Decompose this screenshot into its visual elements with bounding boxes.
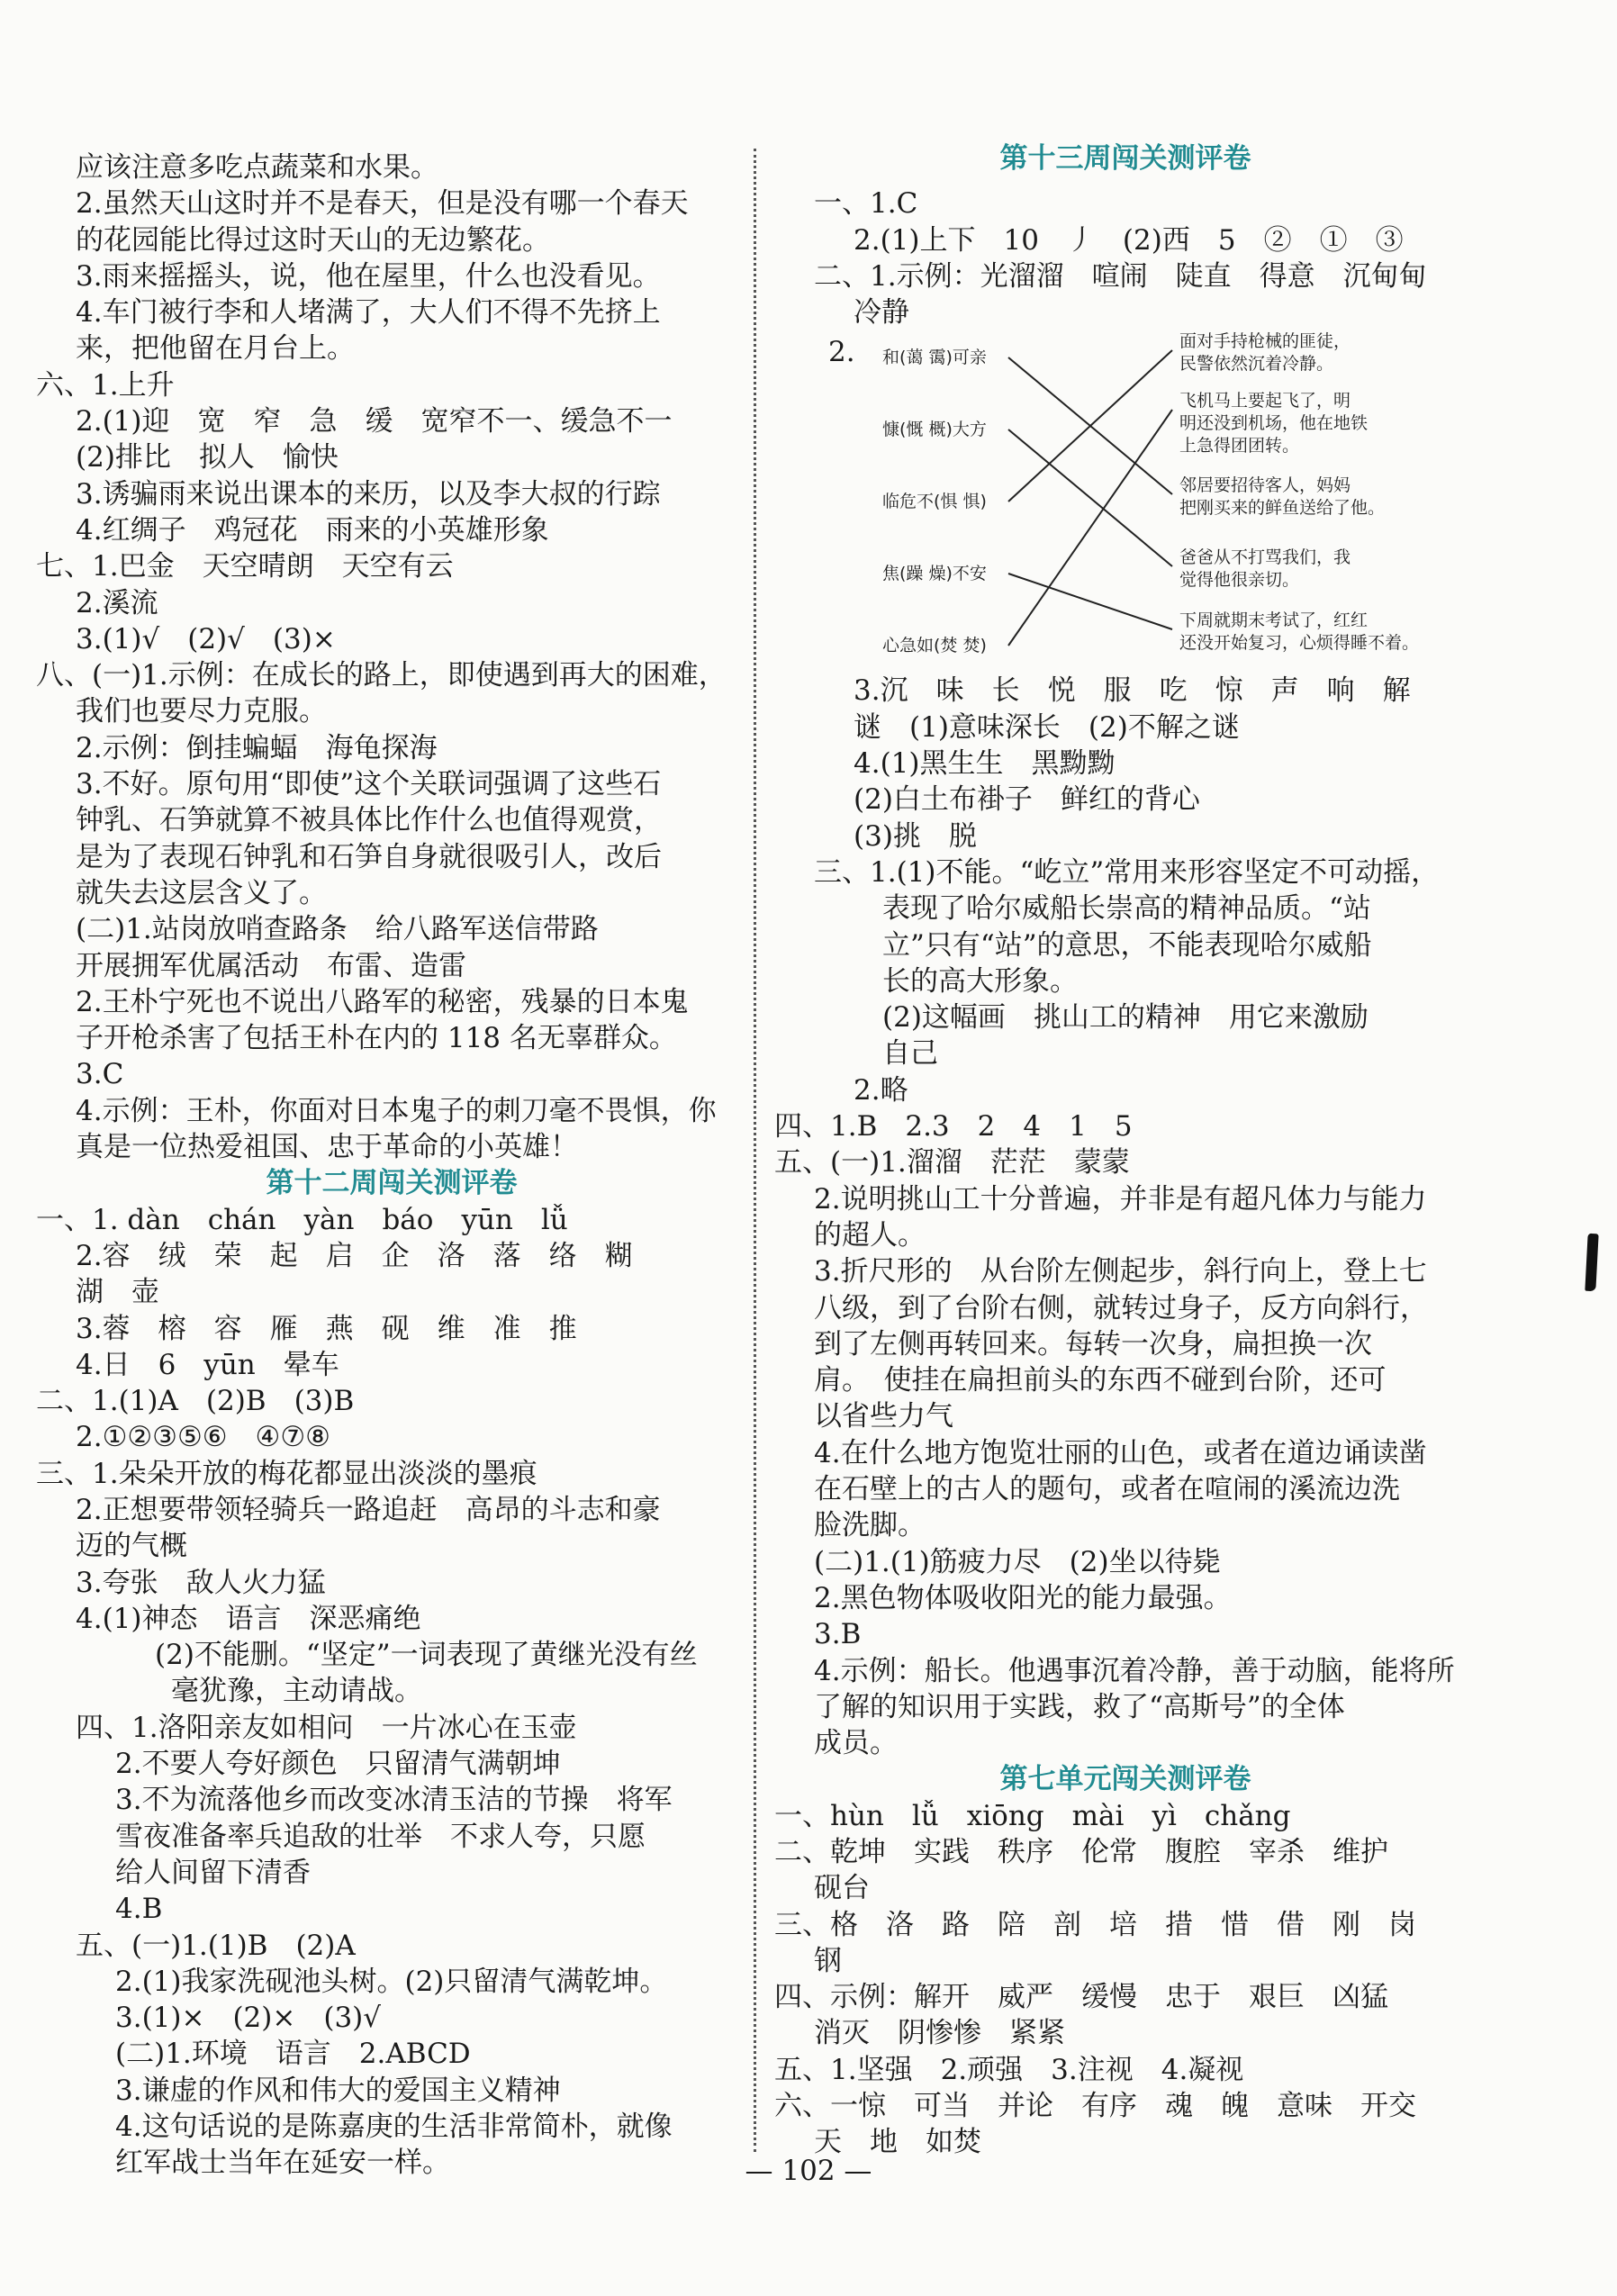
answer-line: 五、1.坚强 2.顽强 3.注视 4.凝视	[774, 2053, 1244, 2086]
match-right-item: 下周就期末考试了，红红 还没开始复习，心烦得睡不着。	[1179, 610, 1420, 654]
answer-line: 我们也要尽力克服。	[76, 695, 327, 728]
answer-line: 肩。 使挂在扁担前头的东西不碰到台阶，还可	[814, 1364, 1387, 1397]
answer-line: 3.谦虚的作风和伟大的爱国主义精神	[115, 2074, 561, 2107]
answer-line: 3.沉 味 长 悦 服 吃 惊 声 响 解	[854, 674, 1411, 708]
answer-line: 二、1.(1)A (2)B (3)B	[36, 1385, 355, 1418]
left-column	[36, 149, 747, 2182]
answer-line: 就失去这层含义了。	[76, 876, 327, 909]
answer-line: 应该注意多吃点蔬菜和水果。	[76, 151, 438, 184]
matching-number: 2.	[828, 336, 855, 369]
section-title: 第十二周闯关测评卷	[266, 1167, 518, 1200]
answer-line: 2.示例：倒挂蝙蝠 海龟探海	[76, 731, 438, 764]
answer-line: 四、示例：解开 威严 缓慢 忠于 艰巨 凶猛	[774, 1981, 1388, 2014]
answer-line: 2.正想要带领轻骑兵一路追赶 高昂的斗志和豪	[76, 1493, 661, 1526]
answer-line: (2)不能删。“坚定”一词表现了黄继光没有丝	[155, 1639, 698, 1672]
answer-line: 2.溪流	[76, 586, 158, 619]
answer-line: (二)1.站岗放哨查路条 给八路军送信带路	[76, 913, 599, 946]
answer-line: 八、(一)1.示例：在成长的路上，即使遇到再大的困难，	[36, 659, 727, 692]
answer-line: 4.(1)神态 语言 深恶痛绝	[76, 1602, 421, 1635]
answer-line: 2.容 绒 荣 起 启 企 洛 落 络 糊	[76, 1239, 633, 1272]
answer-line: 开展拥军优属活动 布雷、造雷	[76, 949, 466, 982]
answer-line: 三、格 洛 路 陪 剖 培 措 惜 借 刚 岗	[774, 1908, 1416, 1941]
answer-line: 4.示例：王朴，你面对日本鬼子的刺刀毫不畏惧，你	[76, 1094, 717, 1127]
match-line	[1008, 350, 1172, 502]
answer-line: 2.略	[854, 1073, 908, 1107]
answer-line: 五、(一)1.(1)B (2)A	[76, 1929, 356, 1962]
answer-line: 3.折尺形的 从台阶左侧起步，斜行向上，登上七	[814, 1255, 1427, 1288]
answer-line: 二、1.示例：光溜溜 喧闹 陡直 得意 沉甸甸	[814, 259, 1427, 293]
answer-line: 4.红绸子 鸡冠花 雨来的小英雄形象	[76, 513, 549, 547]
answer-line: 钟乳、石笋就算不被具体比作什么也值得观赏，	[76, 804, 662, 837]
answer-line: 了解的知识用于实践，救了“高斯号”的全体	[814, 1690, 1345, 1723]
answer-line: 的花园能比得过这时天山的无边繁花。	[76, 223, 550, 257]
answer-line: 4.示例：船长。他遇事沉着冷静，善于动脑，能将所	[814, 1654, 1455, 1687]
match-right-item: 面对手持枪械的匪徒， 民警依然沉着冷静。	[1179, 331, 1351, 375]
answer-line: 三、1.(1)不能。“屹立”常用来形容坚定不可动摇，	[814, 855, 1440, 889]
answer-line: 砚台	[814, 1872, 870, 1905]
answer-line: 毫犹豫，主动请战。	[171, 1675, 422, 1708]
answer-line: 4.车门被行李和人堵满了，大人们不得不先挤上	[76, 296, 661, 330]
match-right-item: 飞机马上要起飞了，明 明还没到机场，他在地铁 上急得团团转。	[1179, 391, 1369, 456]
answer-line: 来，把他留在月台上。	[76, 332, 355, 366]
match-left-item: 焦(躁 燥)不安	[882, 564, 987, 584]
answer-line: (3)挑 脱	[854, 819, 977, 853]
answer-line: 一、hùn lǚ xiōng mài yì chǎng	[774, 1799, 1291, 1832]
answer-line: 表现了哈尔威船长崇高的精神品质。“站	[882, 892, 1371, 926]
answer-line: 五、(一)1.溜溜 茫茫 蒙蒙	[774, 1146, 1130, 1180]
left-column-lines	[36, 149, 747, 2182]
answer-line: 4.(1)黑生生 黑黝黝	[854, 747, 1116, 781]
answer-line: 3.夸张 敌人火力猛	[76, 1566, 326, 1599]
answer-line: 自己	[882, 1037, 938, 1071]
answer-line: 4.这句话说的是陈嘉庚的生活非常简朴，就像	[115, 2111, 673, 2144]
answer-line: 3.C	[76, 1058, 124, 1091]
answer-line: 的超人。	[814, 1218, 926, 1252]
answer-line: 成员。	[814, 1727, 898, 1760]
answer-line: 给人间留下清香	[115, 1856, 311, 1889]
answer-line: 消灭 阴惨惨 紧紧	[814, 2017, 1065, 2050]
match-line	[1008, 574, 1172, 629]
answer-line: 脸洗脚。	[814, 1509, 926, 1542]
answer-line: 到了左侧再转回来。每转一次身，扁担换一次	[814, 1327, 1372, 1360]
right-column	[774, 142, 1477, 2161]
answer-line: (2)排比 拟人 愉快	[76, 441, 339, 475]
answer-line: 2.(1)我家洗砚池头树。(2)只留清气满乾坤。	[115, 1965, 668, 1998]
answer-line: 四、1.B 2.3 2 4 1 5	[774, 1110, 1133, 1143]
answer-line: 子开枪杀害了包括王朴在内的 118 名无辜群众。	[76, 1022, 677, 1055]
answer-line: 天 地 如焚	[814, 2126, 981, 2159]
answer-line: 冷静	[854, 296, 909, 330]
answer-line: 红军战士当年在延安一样。	[115, 2147, 450, 2180]
answer-line: 2.(1)迎 宽 窄 急 缓 宽窄不一、缓急不一	[76, 405, 673, 438]
answer-line: 三、1.朵朵开放的梅花都显出淡淡的墨痕	[36, 1457, 537, 1490]
answer-line: 六、1.上升	[36, 368, 175, 402]
answer-line: 湖 壶	[76, 1276, 159, 1309]
answer-line: 雪夜准备率兵追敌的壮举 不求人夸，只愿	[115, 1820, 646, 1853]
answer-line: 四、1.洛阳亲友如相问 一片冰心在玉壶	[76, 1711, 577, 1744]
answer-line: 4.日 6 yūn 晕车	[76, 1348, 339, 1381]
answer-line: (2)白土布褂子 鲜红的背心	[854, 783, 1200, 817]
match-line	[1008, 410, 1172, 646]
answer-line: 3.诱骗雨来说出课本的来历，以及李大叔的行踪	[76, 477, 661, 511]
answer-line: 3.(1)√ (2)√ (3)×	[76, 622, 336, 655]
match-left-item: 慷(慨 概)大方	[882, 420, 987, 440]
answer-line: 钢	[814, 1944, 842, 1977]
answer-line: 长的高大形象。	[882, 964, 1078, 998]
answer-line: 真是一位热爱祖国、忠于革命的小英雄！	[76, 1131, 578, 1164]
answer-line: (二)1.环境 语言 2.ABCD	[115, 2038, 471, 2071]
answer-line: 2.王朴宁死也不说出八路军的秘密，残暴的日本鬼	[76, 985, 689, 1018]
answer-line: 3.雨来摇摇头，说，他在屋里，什么也没看见。	[76, 259, 661, 293]
answer-line: 2.说明挑山工十分普遍，并非是有超凡体力与能力	[814, 1182, 1427, 1216]
answer-line: 是为了表现石钟乳和石笋自身就很吸引人，改后	[76, 840, 662, 873]
answer-line: 迈的气概	[76, 1530, 187, 1563]
answer-line: 4.B	[115, 1893, 163, 1926]
section-title: 第十三周闯关测评卷	[999, 142, 1251, 175]
answer-line: 3.B	[814, 1618, 862, 1651]
answer-line: 2.(1)上下 10 丿 (2)西 5 ② ① ③	[854, 223, 1404, 257]
answer-line: 以省些力气	[814, 1400, 953, 1433]
answer-line: (2)这幅画 挑山工的精神 用它来激励	[882, 1001, 1369, 1035]
answer-line: 3.不好。原句用“即使”这个关联词强调了这些石	[76, 768, 662, 801]
answer-line: 2.不要人夸好颜色 只留清气满朝坤	[115, 1748, 561, 1781]
answer-line: 3.不为流落他乡而改变冰清玉洁的节操 将军	[115, 1784, 673, 1817]
match-line	[1008, 429, 1172, 566]
answer-line: 3.蓉 榕 容 雁 燕 砚 维 准 推	[76, 1312, 577, 1345]
answer-line: 在石壁上的古人的题句，或者在喧闹的溪流边洗	[814, 1473, 1400, 1506]
answer-line: 六、一惊 可当 并论 有序 魂 魄 意味 开交	[774, 2090, 1416, 2123]
answer-line: 2.①②③⑤⑥ ④⑦⑧	[76, 1421, 330, 1454]
answer-line: 二、乾坤 实践 秩序 伦常 腹腔 宰杀 维护	[774, 1835, 1388, 1868]
answer-line: 谜 (1)意味深长 (2)不解之谜	[854, 710, 1240, 744]
page-number: — 102 —	[745, 2155, 872, 2187]
match-left-item: 临危不(惧 惧)	[882, 492, 987, 512]
answer-line: 3.(1)× (2)× (3)√	[115, 2002, 382, 2035]
answer-line: 一、1. dàn chán yàn báo yūn lǚ	[36, 1203, 568, 1236]
answer-line: 4.在什么地方饱览壮丽的山色，或者在道边诵读凿	[814, 1436, 1427, 1469]
column-divider	[754, 149, 756, 2152]
answer-line: 七、1.巴金 天空晴朗 天空有云	[36, 550, 454, 583]
answer-line: 立”只有“站”的意思，不能表现哈尔威船	[882, 928, 1372, 962]
section-title: 第七单元闯关测评卷	[999, 1763, 1251, 1796]
answer-line: (二)1.(1)筋疲力尽 (2)坐以待毙	[814, 1545, 1221, 1578]
answer-line: 八级，到了台阶右侧，就转过身子，反方向斜行，	[814, 1291, 1428, 1324]
matching-exercise	[828, 330, 1459, 673]
answer-line: 2.黑色物体吸收阳光的能力最强。	[814, 1581, 1232, 1614]
match-left-item: 心急如(焚 焚)	[882, 636, 987, 656]
match-right-item: 邻居要招待客人，妈妈 把刚买来的鲜鱼送给了他。	[1179, 475, 1386, 519]
answer-line: 2.虽然天山这时并不是春天，但是没有哪一个春天	[76, 187, 689, 221]
right-column-lines	[774, 140, 1477, 2161]
match-right-item: 爸爸从不打骂我们，我 觉得他很亲切。	[1179, 547, 1351, 591]
answer-line: 一、1.C	[814, 187, 918, 221]
match-left-item: 和(蔼 霭)可亲	[882, 348, 987, 368]
pen-mark	[1585, 1234, 1598, 1292]
